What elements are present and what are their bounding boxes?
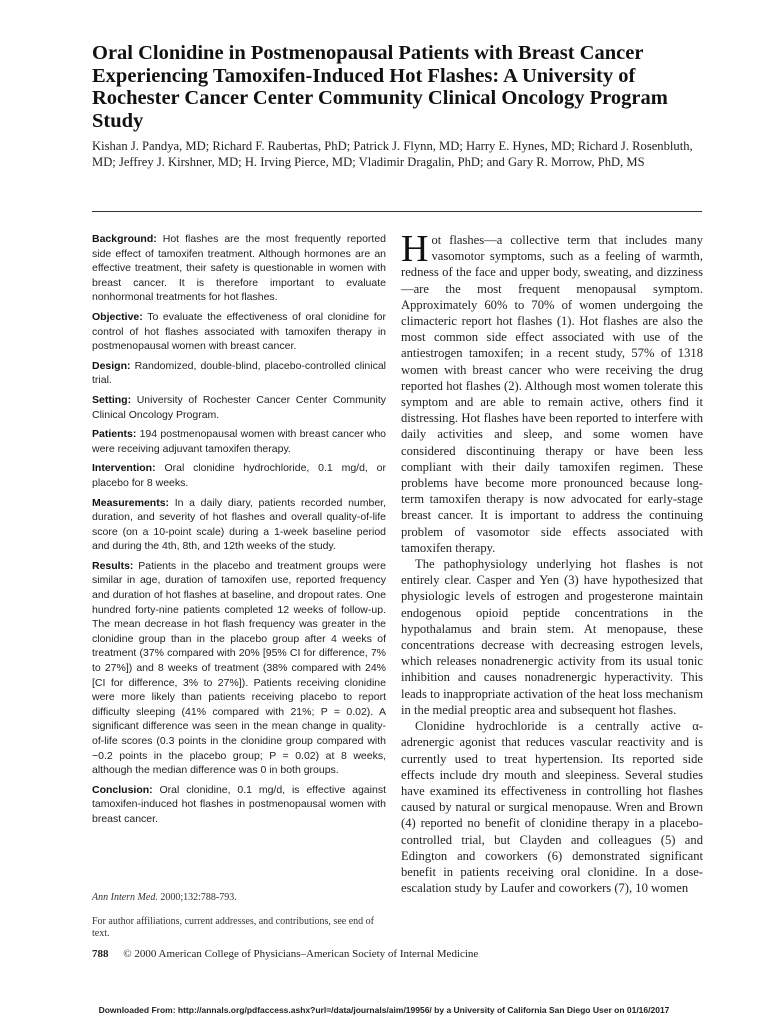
section-text: In a daily diary, patients recorded number, duration, and severity of hot flashes and overall quality-of-life score (on a 10-point scale) during a 1-week baseline period and during the 4th, 8th, and 12th weeks of the study.: [92, 496, 387, 553]
drop-cap: H: [401, 228, 429, 270]
section-text: Patients in the placebo and treatment groups were similar in age, duration of tamoxifen use, reported frequency and duration of hot flashes at baseline, and dropout rates. One hundred forty-nine patients completed 12 weeks of follow-up. The mean decrease in hot flash frequency was greater in the clonidine group than in the placebo group after 4 weeks of treatment (37% compared with 20% [95% CI for difference, 7% to 27%]) and 8 weeks of treatment (38% compared with 24% [CI for difference, 3% to 27%]). Patients receiving clonidine were more likely than patients receiving placebo to report difficulty sleeping (41% compared with 21%; P = 0.02). A significant difference was seen in the mean change in quality-of-life scores (0.3 points in the clonidine group compared with −0.2 points in the placebo group; P = 0.02) at 8 weeks, although the median difference was 0 in both groups.: [92, 559, 386, 777]
abstract-objective: [92, 310, 386, 354]
body-paragraph: Clonidine hydrochloride is a centrally active α-adrenergic agonist that reduces vascular reactivity and is currently used to treat hypertension. Its reported side effects include dry mouth and sleepiness. Several studies have examined its effectiveness in controlling hot flashes caused by natural or surgical menopause. Wren and Brown (4) reported no benefit of clonidine therapy in a placebo-controlled trial, but Clayden and colleagues (5) and Edington and coworkers (6) demonstrated significant benefit in patients receiving oral clonidine. In a dose-escalation study by Laufer and coworkers (7), 10 women: [401, 719, 703, 896]
journal-name: Ann Intern Med.: [92, 892, 158, 903]
abstract: [92, 232, 386, 832]
author-list: Kishan J. Pandya, MD; Richard F. Raubertas, PhD; Patrick J. Flynn, MD; Harry E. Hynes, MD; Richard J. Rosenbluth, MD; Jeffrey J. Kirshner, MD; H. Irving Pierce, MD; Vladimir Dragalin, PhD; and Gary R. Morrow, PhD, MS: [92, 139, 693, 170]
abstract-patients: [92, 427, 386, 456]
abstract-design: [92, 359, 386, 388]
section-label: Background:: [92, 233, 157, 245]
section-text: To evaluate the effectiveness of oral clonidine for control of hot flashes associated with tamoxifen therapy in postmenopausal women with breast cancer.: [92, 310, 386, 353]
abstract-measurements: [92, 496, 386, 554]
page-footer: [92, 948, 712, 960]
affiliations-note: For author affiliations, current addresses, and contributions, see end of text.: [92, 915, 374, 939]
page-number: 788: [92, 948, 109, 960]
abstract-conclusion: [92, 783, 386, 827]
section-text: Oral clonidine hydrochloride, 0.1 mg/d, or placebo for 8 weeks.: [92, 462, 387, 489]
article-title: Oral Clonidine in Postmenopausal Patients with Breast Cancer Experiencing Tamoxifen-Induced Hot Flashes: A University of Rochester Cancer Center Community Clinical Oncology Program Study: [92, 42, 668, 132]
abstract-setting: [92, 393, 386, 422]
abstract-results: [92, 559, 386, 778]
citation-block: [92, 892, 386, 941]
header-divider: [92, 211, 702, 212]
section-text: Oral clonidine, 0.1 mg/d, is effective against tamoxifen-induced hot flashes in postmenopausal women with breast cancer.: [92, 783, 386, 825]
copyright-notice: © 2000 American College of Physicians–American Society of Internal Medicine: [123, 948, 479, 960]
section-label: Results:: [92, 559, 134, 572]
section-text: University of Rochester Cancer Center Community Clinical Oncology Program.: [92, 393, 387, 421]
section-label: Setting:: [92, 393, 132, 406]
section-label: Patients:: [92, 428, 137, 441]
journal-citation: [92, 892, 386, 905]
body-paragraph: [401, 228, 703, 556]
section-text: 194 postmenopausal women with breast cancer who were receiving adjuvant tamoxifen therapy.: [92, 428, 386, 455]
section-text: Hot flashes are the most frequently reported side effect of tamoxifen treatment. Although hormones are an effective treatment, their safety is questionable in women with breast cancer. It is therefore important to evaluate nonhormonal treatments for hot flashes.: [92, 233, 386, 304]
section-label: Conclusion:: [92, 783, 153, 796]
article-body: [401, 228, 703, 896]
section-label: Measurements:: [92, 496, 170, 509]
section-label: Intervention:: [92, 462, 156, 475]
abstract-intervention: [92, 461, 386, 490]
download-notice: Downloaded From: http://annals.org/pdfaccess.ashx?url=/data/journals/aim/19956/ by a University of California San Diego User on 01/16/2017: [98, 1005, 670, 1015]
journal-details: 2000;132:788-793.: [160, 892, 237, 903]
section-text: Randomized, double-blind, placebo-controlled clinical trial.: [92, 359, 386, 387]
abstract-background: [92, 232, 386, 305]
paragraph-text: ot flashes—a collective term that includes many vasomotor symptoms, such as a feeling of warmth, redness of the face and upper body, sweating, and dizziness—are the most frequent menopausal symptom. Approximately 60% to 70% of women undergoing the climacteric report hot flashes (1). Hot flashes are also the most common side effect associated with use of the antiestrogen tamoxifen; in a recent study, 57% of 1318 women with breast cancer who were receiving the drug reported hot flashes (2). Although most women tolerate this symptom and are able to remain active, others find it distressing. Hot flashes have been reported to interfere with daily activities and sleep, and some women have considered discontinuing therapy or have been less compliant with their daily tamoxifen regimen. These problems have become more pronounced because long-term tamoxifen therapy is now advocated for early-stage breast cancer. It is important to address the continuing problem of vasomotor side effects associated with tamoxifen therapy.: [401, 233, 703, 555]
body-paragraph: The pathophysiology underlying hot flashes is not entirely clear. Casper and Yen (3) have hypothesized that physiologic levels of estrogen and progesterone maintain endogenous opioid peptide concentrations in the hypothalamus and brain stem. At menopause, these concentrations decrease with decreasing estrogen levels, which releases nonadrenergic activity from its usual tonic inhibition and causes nonadrenergic hyperactivity. This leads to inappropriate activation of the heat loss mechanism in the medial preoptic area and subsequent hot flashes.: [401, 557, 703, 717]
section-label: Objective:: [92, 310, 143, 323]
section-label: Design:: [92, 359, 131, 372]
